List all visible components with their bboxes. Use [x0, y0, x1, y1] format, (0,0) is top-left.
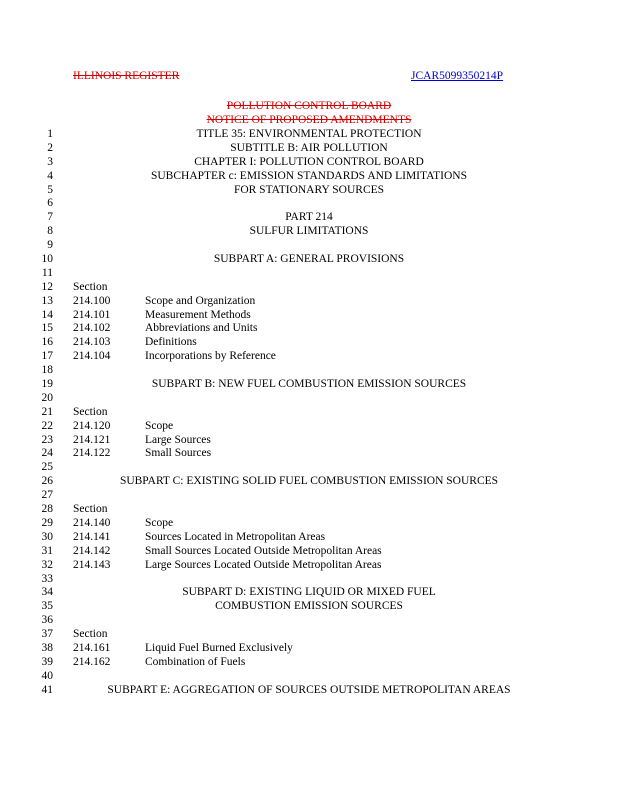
document-line: [0, 392, 618, 406]
section-title: Measurement Methods: [145, 308, 251, 321]
centered-heading: CHAPTER I: POLLUTION CONTROL BOARD: [194, 155, 424, 168]
document-line: [0, 586, 618, 600]
section-number: 214.161: [73, 641, 111, 654]
line-number: 39: [41, 655, 53, 668]
centered-heading: SUBPART C: EXISTING SOLID FUEL COMBUSTION EMISSION SOURCES: [119, 475, 499, 488]
centered-heading: SULFUR LIMITATIONS: [249, 225, 369, 238]
section-title: Large Sources: [145, 433, 211, 446]
centered-heading: SUBPART B: NEW FUEL COMBUSTION EMISSION SOURCES: [151, 378, 467, 391]
document-line: [0, 350, 618, 364]
section-number: 214.140: [73, 516, 111, 529]
section-number: Section: [73, 503, 108, 516]
line-number: 16: [41, 336, 53, 349]
document-line: [0, 531, 618, 545]
centered-heading: SUBPART A: GENERAL PROVISIONS: [213, 253, 405, 266]
document-line: [0, 253, 618, 267]
section-title: Sources Located in Metropolitan Areas: [145, 530, 326, 543]
centered-heading: COMBUSTION EMISSION SOURCES: [215, 600, 403, 613]
section-number: 214.104: [73, 350, 111, 363]
centered-heading: SUBTITLE B: AIR POLLUTION: [230, 141, 388, 154]
line-number: 33: [41, 572, 53, 585]
section-title: Scope: [145, 419, 174, 432]
section-number: 214.162: [73, 655, 111, 668]
line-number: 9: [47, 239, 53, 252]
centered-heading: SUBCHAPTER c: EMISSION STANDARDS AND LIMITATIONS: [150, 169, 468, 182]
centered-heading: FOR STATIONARY SOURCES: [233, 183, 385, 196]
notice-heading: NOTICE OF PROPOSED AMENDMENTS: [206, 114, 412, 126]
line-number: 8: [47, 225, 53, 238]
document-line: [0, 184, 618, 198]
section-title: Scope and Organization: [145, 294, 256, 307]
line-number: 12: [41, 280, 53, 293]
document-line: [0, 142, 618, 156]
line-number: 5: [47, 183, 53, 196]
line-number: 32: [41, 558, 53, 571]
document-line: [0, 642, 618, 656]
document-line: [0, 364, 618, 378]
document-line: [0, 336, 618, 350]
document-line: [0, 600, 618, 614]
line-number: 14: [41, 308, 53, 321]
document-line: [0, 225, 618, 239]
section-title: Liquid Fuel Burned Exclusively: [145, 641, 293, 654]
line-number: 4: [47, 169, 53, 182]
line-number: 11: [41, 266, 53, 279]
document-line: [0, 656, 618, 670]
line-number: 2: [47, 141, 53, 154]
section-number: 214.121: [73, 433, 111, 446]
section-title: Scope: [145, 516, 174, 529]
document-line: [0, 475, 618, 489]
document-line: [0, 573, 618, 587]
line-number: 1: [47, 128, 53, 140]
line-number: 28: [41, 503, 53, 516]
line-number: 15: [41, 322, 53, 335]
centered-heading: PART 214: [285, 211, 333, 224]
line-number: 40: [41, 669, 53, 682]
document-line: [0, 211, 618, 225]
section-number: 214.122: [73, 447, 111, 460]
line-number: 30: [41, 530, 53, 543]
document-line: [0, 614, 618, 628]
section-title: Small Sources: [145, 447, 212, 460]
document-line: [0, 447, 618, 461]
section-number: Section: [73, 405, 108, 418]
register-title: ILLINOIS REGISTER: [73, 70, 180, 82]
document-line: [0, 559, 618, 573]
document-line: [0, 281, 618, 295]
centered-heading: SUBPART E: AGGREGATION OF SOURCES OUTSIDE METROPOLITAN AREAS: [107, 683, 511, 696]
line-number: 31: [41, 544, 53, 557]
line-number: 38: [41, 641, 53, 654]
line-number: 13: [41, 294, 53, 307]
line-number: 7: [47, 211, 53, 224]
document-line: [0, 156, 618, 170]
centered-heading: TITLE 35: ENVIRONMENTAL PROTECTION: [196, 128, 422, 140]
line-number: 27: [41, 489, 53, 502]
section-title: Large Sources Located Outside Metropolitan Areas: [145, 558, 382, 571]
document-line: [0, 128, 618, 142]
document-line: [0, 378, 618, 392]
section-title: Abbreviations and Units: [145, 322, 258, 335]
line-number: 35: [41, 600, 53, 613]
centered-heading: SUBPART D: EXISTING LIQUID OR MIXED FUEL: [182, 586, 436, 599]
line-number: 10: [41, 253, 53, 266]
document-line: [0, 170, 618, 184]
line-number: 41: [41, 683, 53, 696]
line-number: 21: [41, 405, 53, 418]
line-number: 19: [41, 378, 53, 391]
line-number: 25: [41, 461, 53, 474]
board-heading: POLLUTION CONTROL BOARD: [226, 100, 392, 112]
document-line: [0, 434, 618, 448]
section-title: Small Sources Located Outside Metropolitan Areas: [145, 544, 382, 557]
section-number: 214.101: [73, 308, 111, 321]
document-line: [0, 420, 618, 434]
line-number: 29: [41, 516, 53, 529]
document-line: [0, 489, 618, 503]
document-line: [0, 670, 618, 684]
section-number: 214.143: [73, 558, 111, 571]
section-number: 214.102: [73, 322, 111, 335]
line-number: 24: [41, 447, 53, 460]
section-number: 214.103: [73, 336, 111, 349]
document-line: [0, 267, 618, 281]
section-number: 214.141: [73, 530, 111, 543]
line-number: 36: [41, 614, 53, 627]
document-line: [0, 684, 618, 698]
document-line: [0, 295, 618, 309]
document-line: [0, 628, 618, 642]
line-number: 22: [41, 419, 53, 432]
line-number: 23: [41, 433, 53, 446]
section-number: Section: [73, 280, 108, 293]
section-number: 214.142: [73, 544, 111, 557]
document-line: [0, 197, 618, 211]
line-number: 17: [41, 350, 53, 363]
line-number: 26: [41, 475, 53, 488]
line-number: 6: [47, 197, 53, 210]
line-number: 18: [41, 364, 53, 377]
line-number: 3: [47, 155, 53, 168]
document-line: [0, 322, 618, 336]
section-title: Definitions: [145, 336, 197, 349]
section-number: Section: [73, 628, 108, 641]
section-title: Combination of Fuels: [145, 655, 246, 668]
line-number: 37: [41, 628, 53, 641]
document-line: [0, 239, 618, 253]
document-line: [0, 406, 618, 420]
section-number: 214.100: [73, 294, 111, 307]
jcar-link[interactable]: JCAR5099350214P: [411, 70, 504, 82]
line-number: 34: [41, 586, 53, 599]
section-number: 214.120: [73, 419, 111, 432]
document-line: [0, 517, 618, 531]
document-line: [0, 309, 618, 323]
document-line: [0, 503, 618, 517]
document-body: [0, 128, 618, 698]
line-number: 20: [41, 391, 53, 404]
document-line: [0, 461, 618, 475]
document-line: [0, 545, 618, 559]
section-title: Incorporations by Reference: [145, 350, 276, 363]
